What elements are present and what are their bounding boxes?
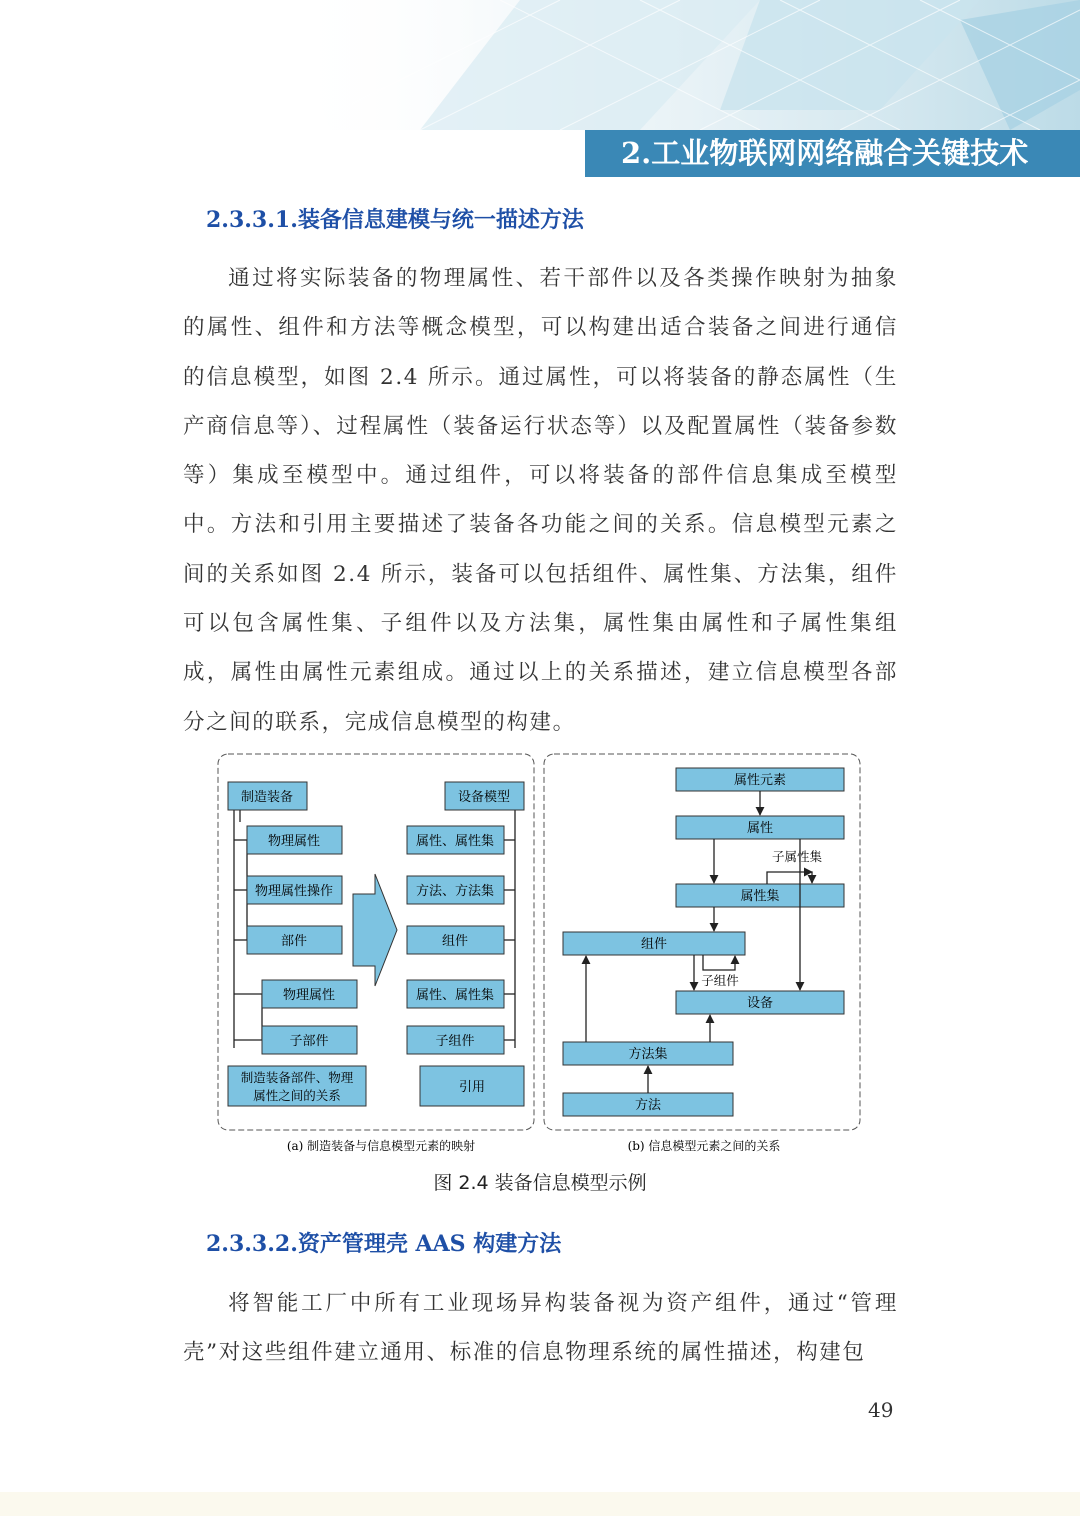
middle-item-1: 属性、属性集 <box>415 834 495 849</box>
section-1-paragraph <box>183 254 898 747</box>
bottom-band <box>0 1492 1080 1516</box>
section-heading-1: 2.3.3.1.装备信息建模与统一描述方法 <box>206 207 584 233</box>
left-item-2: 物理属性操作 <box>254 884 334 899</box>
middle-reference: 引用 <box>458 1080 486 1095</box>
section-2-paragraph <box>183 1279 898 1378</box>
right-attr-set: 属性集 <box>740 889 780 904</box>
left-item-3: 部件 <box>280 934 308 949</box>
right-attr-element: 属性元素 <box>733 773 787 788</box>
middle-item-4: 属性、属性集 <box>415 988 495 1003</box>
paragraph-text: 通过将实际装备的物理属性、若干部件以及各类操作映射为抽象的属性、组件和方法等概念模型，可以构建出适合装备之间进行通信的信息模型，如图 2.4 所示。通过属性，可以将装备的静态属性（生产商信息等）、过程属性（装备运行状态等）以及配置属性（装备参数等）集成至模型中。通过组件，可以将装备的部件信息集成至模型中。方法和引用主要描述了装备各功能之间的关系。信息模型元素之间的关系如图 2.4 所示，装备可以包括组件、属性集、方法集，组件可以包含属性集、子组件以及方法集，属性集由属性和子属性集组成，属性由属性元素组成。通过以上的关系描述，建立信息模型各部分之间的联系，完成信息模型的构建。 <box>183 266 898 735</box>
right-sub-attr-set: 子属性集 <box>771 849 823 864</box>
right-boxes <box>563 768 844 1116</box>
section-heading-2: 2.3.3.2.资产管理壳 AAS 构建方法 <box>206 1231 562 1257</box>
left-item-1: 物理属性 <box>267 834 321 849</box>
right-caption: (b) 信息模型元素之间的关系 <box>627 1139 781 1153</box>
figure-caption: 图 2.4 装备信息模型示例 <box>433 1172 647 1194</box>
page-number: 49 <box>868 1398 894 1422</box>
right-attr: 属性 <box>746 821 774 836</box>
middle-item-3: 组件 <box>441 934 469 949</box>
figure-2-4 <box>217 752 862 1160</box>
left-caption: (a) 制造装备与信息模型元素的映射 <box>286 1139 476 1153</box>
middle-item-5: 子组件 <box>435 1034 475 1049</box>
right-method: 方法 <box>634 1098 662 1113</box>
right-sub-component: 子组件 <box>701 973 739 988</box>
mapping-arrow <box>353 874 397 986</box>
paragraph-text: 将智能工厂中所有工业现场异构装备视为资产组件，通过“管理壳”对这些组件建立通用、标准的信息物理系统的属性描述，构建包 <box>183 1291 898 1366</box>
middle-item-2: 方法、方法集 <box>415 884 495 899</box>
chapter-banner: 2.工业物联网网络融合关键技术 <box>585 130 1080 177</box>
left-item-5: 子部件 <box>289 1034 329 1049</box>
left-item-4: 物理属性 <box>282 988 336 1003</box>
middle-root-label: 设备模型 <box>457 790 511 805</box>
left-root-label: 制造装备 <box>240 790 294 805</box>
right-method-set: 方法集 <box>628 1047 668 1062</box>
left-relation-line-1: 制造装备部件、物理 <box>240 1070 354 1085</box>
right-component: 组件 <box>640 937 668 952</box>
right-device: 设备 <box>746 996 774 1011</box>
left-relation-line-2: 属性之间的关系 <box>253 1088 341 1103</box>
